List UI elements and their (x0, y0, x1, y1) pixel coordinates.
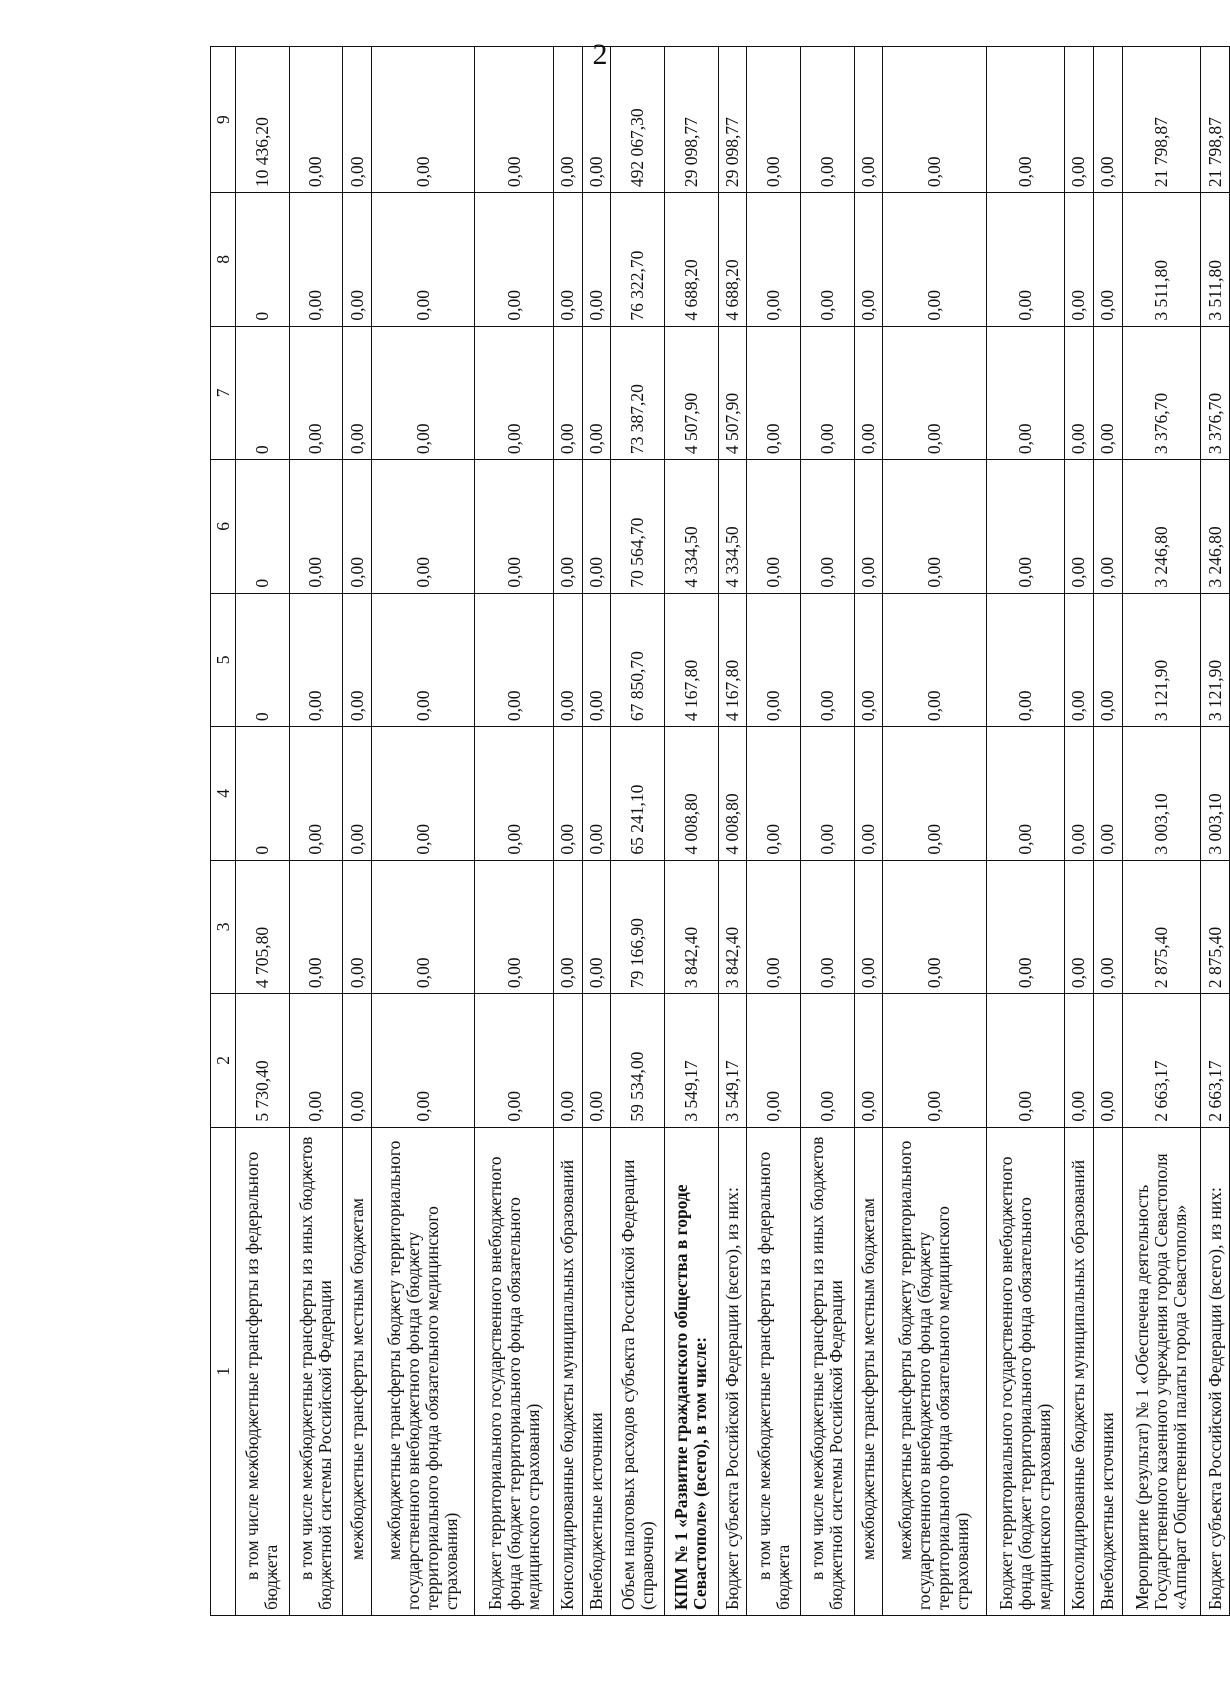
value-cell: 0,00 (1065, 593, 1094, 727)
value-cell: 0,00 (800, 593, 854, 727)
row-label: Бюджет территориального государственного внебюджетного фонда (бюджет территориального фонда обязательного медицинского страхования) (986, 1127, 1064, 1615)
row-label: КПМ № 1 «Развитие гражданского общества в городе Севастополе» (всего), в том числе: (664, 1127, 718, 1615)
row-label: в том числе межбюджетные трансферты из федерального бюджета (236, 1127, 290, 1615)
table-row (343, 47, 372, 1616)
header-cell: 9 (211, 47, 236, 193)
value-cell: 0,00 (371, 326, 474, 460)
value-cell: 2 663,17 (1122, 994, 1200, 1128)
value-cell: 0,00 (986, 593, 1064, 727)
value-cell: 0,00 (553, 860, 582, 994)
value-cell: 0,00 (371, 460, 474, 594)
value-cell: 0,00 (582, 727, 611, 861)
value-cell: 0,00 (986, 460, 1064, 594)
value-cell: 0,00 (371, 860, 474, 994)
row-label: Внебюджетные источники (1093, 1127, 1122, 1615)
value-cell: 0,00 (343, 994, 372, 1128)
table-body (236, 47, 1230, 1616)
table-row (1093, 47, 1122, 1616)
value-cell: 0,00 (986, 326, 1064, 460)
value-cell: 4 688,20 (664, 193, 718, 327)
value-cell: 2 875,40 (1201, 860, 1230, 994)
table-row (611, 47, 665, 1616)
value-cell: 0,00 (343, 460, 372, 594)
value-cell: 0,00 (371, 727, 474, 861)
header-cell: 6 (211, 460, 236, 594)
value-cell: 0,00 (475, 326, 553, 460)
value-cell: 0,00 (475, 47, 553, 193)
table-row (883, 47, 986, 1616)
value-cell: 2 663,17 (1201, 994, 1230, 1128)
value-cell: 3 246,80 (1122, 460, 1200, 594)
value-cell: 4 688,20 (718, 193, 747, 327)
row-label: Консолидированные бюджеты муниципальных образований (553, 1127, 582, 1615)
value-cell: 0,00 (986, 47, 1064, 193)
value-cell: 0,00 (475, 727, 553, 861)
value-cell: 0,00 (800, 727, 854, 861)
value-cell: 0,00 (986, 994, 1064, 1128)
page-number: 2 (592, 38, 608, 71)
value-cell: 0,00 (747, 460, 801, 594)
row-label: в том числе межбюджетные трансферты из федерального бюджета (747, 1127, 801, 1615)
value-cell: 0,00 (582, 860, 611, 994)
value-cell: 0,00 (883, 994, 986, 1128)
value-cell: 0,00 (371, 593, 474, 727)
header-cell: 5 (211, 593, 236, 727)
value-cell: 0,00 (371, 47, 474, 193)
value-cell: 0,00 (582, 193, 611, 327)
value-cell: 59 534,00 (611, 994, 665, 1128)
value-cell: 4 167,80 (664, 593, 718, 727)
value-cell: 0 (236, 593, 290, 727)
value-cell: 0,00 (747, 193, 801, 327)
value-cell: 0 (236, 460, 290, 594)
value-cell: 4 334,50 (664, 460, 718, 594)
value-cell: 0,00 (475, 994, 553, 1128)
header-cell: 3 (211, 860, 236, 994)
table-row (800, 47, 854, 1616)
header-cell: 7 (211, 326, 236, 460)
value-cell: 0,00 (553, 47, 582, 193)
value-cell: 4 705,80 (236, 860, 290, 994)
value-cell: 5 730,40 (236, 994, 290, 1128)
value-cell: 0,00 (343, 727, 372, 861)
value-cell: 0,00 (343, 47, 372, 193)
table-row (986, 47, 1064, 1616)
table-row (854, 47, 883, 1616)
value-cell: 3 842,40 (718, 860, 747, 994)
table-row (371, 47, 474, 1616)
value-cell: 0,00 (1093, 593, 1122, 727)
table-row (1201, 47, 1230, 1616)
value-cell: 70 564,70 (611, 460, 665, 594)
value-cell: 0,00 (747, 860, 801, 994)
value-cell: 0,00 (854, 860, 883, 994)
row-label: Консолидированные бюджеты муниципальных образований (1065, 1127, 1094, 1615)
value-cell: 0,00 (475, 593, 553, 727)
value-cell: 0 (236, 727, 290, 861)
value-cell: 3 376,70 (1122, 326, 1200, 460)
value-cell: 0,00 (1065, 860, 1094, 994)
value-cell: 0,00 (289, 47, 343, 193)
value-cell: 0,00 (986, 193, 1064, 327)
value-cell: 2 875,40 (1122, 860, 1200, 994)
value-cell: 3 121,90 (1201, 593, 1230, 727)
value-cell: 0,00 (289, 860, 343, 994)
value-cell: 0,00 (289, 593, 343, 727)
table-header-row (211, 47, 236, 1616)
value-cell: 0,00 (800, 860, 854, 994)
value-cell: 0,00 (371, 994, 474, 1128)
value-cell: 0,00 (1093, 193, 1122, 327)
row-label: в том числе межбюджетные трансферты из иных бюджетов бюджетной системы Российской Федерации (800, 1127, 854, 1615)
value-cell: 0,00 (582, 593, 611, 727)
value-cell: 0,00 (854, 994, 883, 1128)
value-cell: 79 166,90 (611, 860, 665, 994)
value-cell: 0,00 (883, 460, 986, 594)
table-row (475, 47, 553, 1616)
value-cell: 0,00 (883, 860, 986, 994)
table-row (718, 47, 747, 1616)
row-label: Мероприятие (результат) № 1 «Обеспечена деятельность Государственного казенного учреждения города Севастополя «Аппарат Общественной палаты города Севастополя» (1122, 1127, 1200, 1615)
value-cell: 0,00 (1093, 460, 1122, 594)
value-cell: 0,00 (343, 193, 372, 327)
value-cell: 0,00 (747, 727, 801, 861)
value-cell: 0,00 (343, 860, 372, 994)
value-cell: 0,00 (1093, 994, 1122, 1128)
table-row (582, 47, 611, 1616)
value-cell: 3 549,17 (664, 994, 718, 1128)
value-cell: 0,00 (800, 47, 854, 193)
value-cell: 4 334,50 (718, 460, 747, 594)
value-cell: 0,00 (747, 47, 801, 193)
value-cell: 0,00 (1065, 326, 1094, 460)
value-cell: 3 003,10 (1201, 727, 1230, 861)
value-cell: 3 549,17 (718, 994, 747, 1128)
value-cell: 492 067,30 (611, 47, 665, 193)
value-cell: 0,00 (1065, 193, 1094, 327)
value-cell: 0,00 (582, 994, 611, 1128)
value-cell: 0,00 (854, 193, 883, 327)
rotated-table-container (210, 46, 1230, 1616)
value-cell: 0,00 (553, 727, 582, 861)
value-cell: 0,00 (800, 460, 854, 594)
value-cell: 0,00 (289, 460, 343, 594)
value-cell: 0,00 (475, 460, 553, 594)
value-cell: 0,00 (553, 193, 582, 327)
value-cell: 0,00 (854, 727, 883, 861)
header-cell: 1 (211, 1127, 236, 1615)
value-cell: 3 842,40 (664, 860, 718, 994)
value-cell: 4 008,80 (718, 727, 747, 861)
value-cell: 10 436,20 (236, 47, 290, 193)
row-label: межбюджетные трансферты бюджету территориального государственного внебюджетного фонда (бюджету территориального фонда обязательного медицинского страхования) (371, 1127, 474, 1615)
header-cell: 2 (211, 994, 236, 1128)
value-cell: 0,00 (854, 47, 883, 193)
value-cell: 0,00 (475, 193, 553, 327)
value-cell: 3 511,80 (1122, 193, 1200, 327)
value-cell: 73 387,20 (611, 326, 665, 460)
value-cell: 76 322,70 (611, 193, 665, 327)
value-cell: 0,00 (854, 460, 883, 594)
row-label: межбюджетные трансферты бюджету территориального государственного внебюджетного фонда (бюджету территориального фонда обязательного медицинского страхования) (883, 1127, 986, 1615)
value-cell: 0,00 (986, 860, 1064, 994)
row-label: Внебюджетные источники (582, 1127, 611, 1615)
table-row (664, 47, 718, 1616)
header-cell: 4 (211, 727, 236, 861)
table-row (1122, 47, 1200, 1616)
table-row (553, 47, 582, 1616)
value-cell: 21 798,87 (1122, 47, 1200, 193)
value-cell: 29 098,77 (664, 47, 718, 193)
row-label: Бюджет территориального государственного внебюджетного фонда (бюджет территориального фонда обязательного медицинского страхования) (475, 1127, 553, 1615)
value-cell: 0,00 (475, 860, 553, 994)
table-row (747, 47, 801, 1616)
row-label: Бюджет субъекта Российской Федерации (всего), из них: (1201, 1127, 1230, 1615)
header-cell: 8 (211, 193, 236, 327)
row-label: межбюджетные трансферты местным бюджетам (343, 1127, 372, 1615)
value-cell: 0 (236, 193, 290, 327)
value-cell: 0,00 (986, 727, 1064, 861)
value-cell: 0,00 (582, 47, 611, 193)
value-cell: 0,00 (553, 994, 582, 1128)
value-cell: 0,00 (553, 326, 582, 460)
value-cell: 0,00 (1065, 994, 1094, 1128)
value-cell: 0,00 (800, 326, 854, 460)
value-cell: 3 003,10 (1122, 727, 1200, 861)
value-cell: 0,00 (747, 326, 801, 460)
row-label: межбюджетные трансферты местным бюджетам (854, 1127, 883, 1615)
value-cell: 67 850,70 (611, 593, 665, 727)
value-cell: 0,00 (343, 326, 372, 460)
value-cell: 0,00 (582, 326, 611, 460)
value-cell: 0,00 (883, 326, 986, 460)
value-cell: 0,00 (883, 47, 986, 193)
value-cell: 0,00 (747, 994, 801, 1128)
value-cell: 3 376,70 (1201, 326, 1230, 460)
row-label: Объем налоговых расходов субъекта Российской Федерации (справочно) (611, 1127, 665, 1615)
table-row (289, 47, 343, 1616)
value-cell: 3 121,90 (1122, 593, 1200, 727)
row-label: Бюджет субъекта Российской Федерации (всего), из них: (718, 1127, 747, 1615)
value-cell: 0,00 (582, 460, 611, 594)
value-cell: 0,00 (1065, 460, 1094, 594)
value-cell: 3 511,80 (1201, 193, 1230, 327)
value-cell: 4 507,90 (718, 326, 747, 460)
value-cell: 21 798,87 (1201, 47, 1230, 193)
value-cell: 0,00 (883, 593, 986, 727)
value-cell: 0,00 (371, 193, 474, 327)
value-cell: 0,00 (343, 593, 372, 727)
value-cell: 0,00 (1093, 860, 1122, 994)
value-cell: 4 008,80 (664, 727, 718, 861)
row-label: в том числе межбюджетные трансферты из иных бюджетов бюджетной системы Российской Федерации (289, 1127, 343, 1615)
value-cell: 0,00 (854, 326, 883, 460)
value-cell: 0 (236, 326, 290, 460)
value-cell: 0,00 (289, 727, 343, 861)
table-row (236, 47, 290, 1616)
value-cell: 3 246,80 (1201, 460, 1230, 594)
value-cell: 4 167,80 (718, 593, 747, 727)
value-cell: 0,00 (747, 593, 801, 727)
value-cell: 0,00 (800, 193, 854, 327)
value-cell: 0,00 (289, 326, 343, 460)
value-cell: 0,00 (854, 593, 883, 727)
value-cell: 0,00 (800, 994, 854, 1128)
financing-table (210, 46, 1230, 1616)
value-cell: 29 098,77 (718, 47, 747, 193)
value-cell: 0,00 (553, 593, 582, 727)
value-cell: 0,00 (289, 193, 343, 327)
value-cell: 4 507,90 (664, 326, 718, 460)
table-row (1065, 47, 1094, 1616)
value-cell: 0,00 (1093, 727, 1122, 861)
value-cell: 0,00 (289, 994, 343, 1128)
value-cell: 0,00 (883, 727, 986, 861)
value-cell: 0,00 (1065, 47, 1094, 193)
value-cell: 0,00 (1093, 326, 1122, 460)
value-cell: 0,00 (1065, 727, 1094, 861)
value-cell: 0,00 (883, 193, 986, 327)
value-cell: 0,00 (553, 460, 582, 594)
value-cell: 0,00 (1093, 47, 1122, 193)
value-cell: 65 241,10 (611, 727, 665, 861)
